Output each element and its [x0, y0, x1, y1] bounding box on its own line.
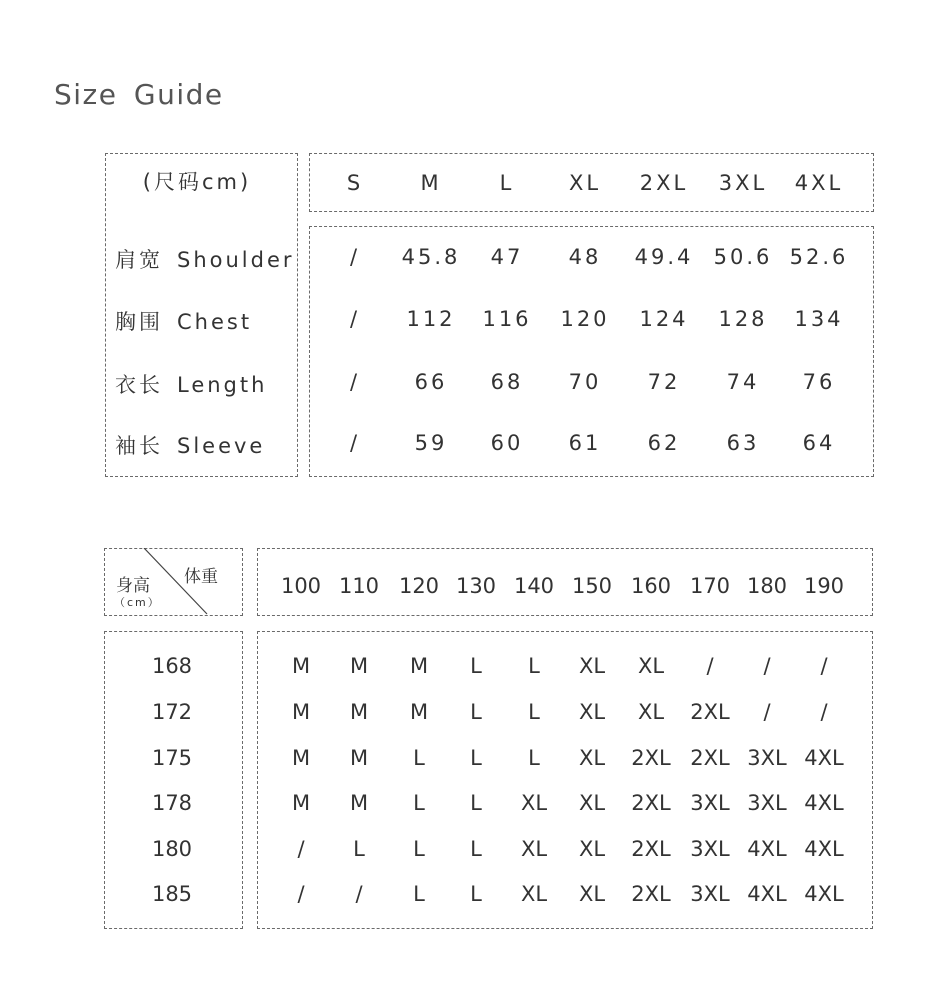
recommended-size: 3XL [690, 791, 730, 815]
height-value: 175 [151, 746, 193, 770]
recommended-size: L [470, 882, 482, 906]
weight-col-header: 190 [803, 574, 845, 598]
recommended-size: 2XL [631, 746, 671, 770]
height-value: 178 [151, 791, 193, 815]
size-col-header: M [420, 171, 442, 195]
measurement-name-cn: 袖长 [115, 434, 163, 458]
measurement-value: / [349, 307, 361, 331]
size-col-header: XL [568, 171, 602, 195]
recommended-size: / [297, 837, 305, 861]
measurement-name-en: Length [177, 373, 268, 397]
measurement-row-label [115, 244, 295, 274]
recommended-size: 3XL [690, 882, 730, 906]
recommended-size: XL [578, 837, 606, 861]
recommended-size: XL [578, 654, 606, 678]
measurement-value: 64 [802, 431, 836, 455]
recommended-size: L [528, 746, 540, 770]
measurement-value: 48 [568, 245, 602, 269]
recommended-size: XL [578, 791, 606, 815]
measurement-value: 63 [726, 431, 760, 455]
recommended-size: M [409, 700, 429, 724]
measurement-row-label [115, 369, 267, 399]
recommended-size: 2XL [631, 837, 671, 861]
weight-col-header: 150 [571, 574, 613, 598]
measurement-name-cn: 衣长 [115, 373, 163, 397]
height-value: 185 [151, 882, 193, 906]
recommended-size: L [353, 837, 365, 861]
height-value: 168 [151, 654, 193, 678]
recommended-size: 3XL [747, 791, 787, 815]
unit-label: (尺码cm) [142, 170, 252, 194]
recommended-size: / [820, 654, 828, 678]
recommended-size: L [413, 882, 425, 906]
measurement-name-en: Sleeve [177, 434, 266, 458]
recommended-size: M [349, 746, 369, 770]
height-unit: （cm） [114, 596, 161, 609]
recommended-size: M [291, 654, 311, 678]
measurement-value: 76 [802, 370, 836, 394]
recommended-size: XL [578, 882, 606, 906]
recommended-size: L [470, 700, 482, 724]
measurement-value: 59 [414, 431, 448, 455]
measurement-value: 47 [490, 245, 524, 269]
recommended-size: L [528, 654, 540, 678]
weight-col-header: 140 [513, 574, 555, 598]
measurement-name-en: Shoulder [177, 248, 295, 272]
measurement-value: 52.6 [789, 245, 849, 269]
weight-col-header: 160 [630, 574, 672, 598]
measurement-value: 62 [647, 431, 681, 455]
height-label: 身高 [116, 576, 150, 596]
measurement-value: / [349, 245, 361, 269]
recommended-size: 4XL [804, 882, 844, 906]
height-value: 172 [151, 700, 193, 724]
recommended-size: 2XL [631, 791, 671, 815]
measurement-value: 116 [482, 307, 532, 331]
recommended-size: XL [578, 700, 606, 724]
recommended-size: 2XL [690, 700, 730, 724]
weight-col-header: 170 [689, 574, 731, 598]
measurement-value: 61 [568, 431, 602, 455]
recommended-size: M [291, 700, 311, 724]
recommended-size: M [349, 654, 369, 678]
recommended-size: XL [578, 746, 606, 770]
measurement-row-label [115, 306, 252, 336]
measurement-value: 60 [490, 431, 524, 455]
recommended-size: L [470, 654, 482, 678]
measurement-value: 128 [718, 307, 768, 331]
recommended-size: 3XL [690, 837, 730, 861]
recommended-size: 2XL [690, 746, 730, 770]
recommended-size: / [297, 882, 305, 906]
recommended-size: XL [520, 882, 548, 906]
recommended-size: / [820, 700, 828, 724]
recommended-size: L [413, 746, 425, 770]
measurement-value: 70 [568, 370, 602, 394]
recommended-size: L [413, 837, 425, 861]
recommended-size: 4XL [804, 791, 844, 815]
measurement-value: 112 [406, 307, 456, 331]
recommended-size: L [470, 746, 482, 770]
measurement-value: 66 [414, 370, 448, 394]
recommended-size: 3XL [747, 746, 787, 770]
recommended-size: L [413, 791, 425, 815]
recommended-size: M [349, 791, 369, 815]
recommended-size: / [763, 700, 771, 724]
measurement-value: / [349, 431, 361, 455]
recommended-size: XL [637, 700, 665, 724]
measurement-value: 74 [726, 370, 760, 394]
measurement-value: 124 [639, 307, 689, 331]
weight-col-header: 130 [455, 574, 497, 598]
recommended-size: M [409, 654, 429, 678]
measurement-value: 49.4 [634, 245, 694, 269]
recommended-size: L [470, 837, 482, 861]
size-col-header: S [346, 171, 364, 195]
measurement-value: / [349, 370, 361, 394]
measurement-value: 134 [794, 307, 844, 331]
recommended-size: M [349, 700, 369, 724]
recommended-size: L [528, 700, 540, 724]
size-col-header: 2XL [639, 171, 689, 195]
recommended-size: M [291, 746, 311, 770]
recommended-size: XL [520, 791, 548, 815]
measurement-value: 120 [560, 307, 610, 331]
recommended-size: 4XL [747, 837, 787, 861]
size-col-header: L [499, 171, 515, 195]
measurement-row-label [115, 430, 265, 460]
measurement-value: 50.6 [713, 245, 773, 269]
weight-col-header: 110 [338, 574, 380, 598]
measurement-value: 68 [490, 370, 524, 394]
measurement-value: 72 [647, 370, 681, 394]
measurement-name-cn: 肩宽 [115, 248, 163, 272]
recommended-size: 4XL [804, 746, 844, 770]
measurement-name-en: Chest [177, 310, 253, 334]
height-value: 180 [151, 837, 193, 861]
recommended-size: XL [520, 837, 548, 861]
recommended-size: XL [637, 654, 665, 678]
weight-col-header: 180 [746, 574, 788, 598]
recommended-size: 4XL [804, 837, 844, 861]
recommended-size: / [355, 882, 363, 906]
recommended-size: / [706, 654, 714, 678]
recommended-size: 4XL [747, 882, 787, 906]
weight-label: 体重 [184, 567, 218, 587]
size-col-header: 3XL [718, 171, 768, 195]
recommended-size: / [763, 654, 771, 678]
recommended-size: M [291, 791, 311, 815]
recommended-size: 2XL [631, 882, 671, 906]
measurement-value: 45.8 [401, 245, 461, 269]
page-title: Size Guide [54, 78, 224, 111]
recommended-size: L [470, 791, 482, 815]
weight-col-header: 100 [280, 574, 322, 598]
measurement-name-cn: 胸围 [115, 310, 163, 334]
size-col-header: 4XL [794, 171, 844, 195]
weight-col-header: 120 [398, 574, 440, 598]
